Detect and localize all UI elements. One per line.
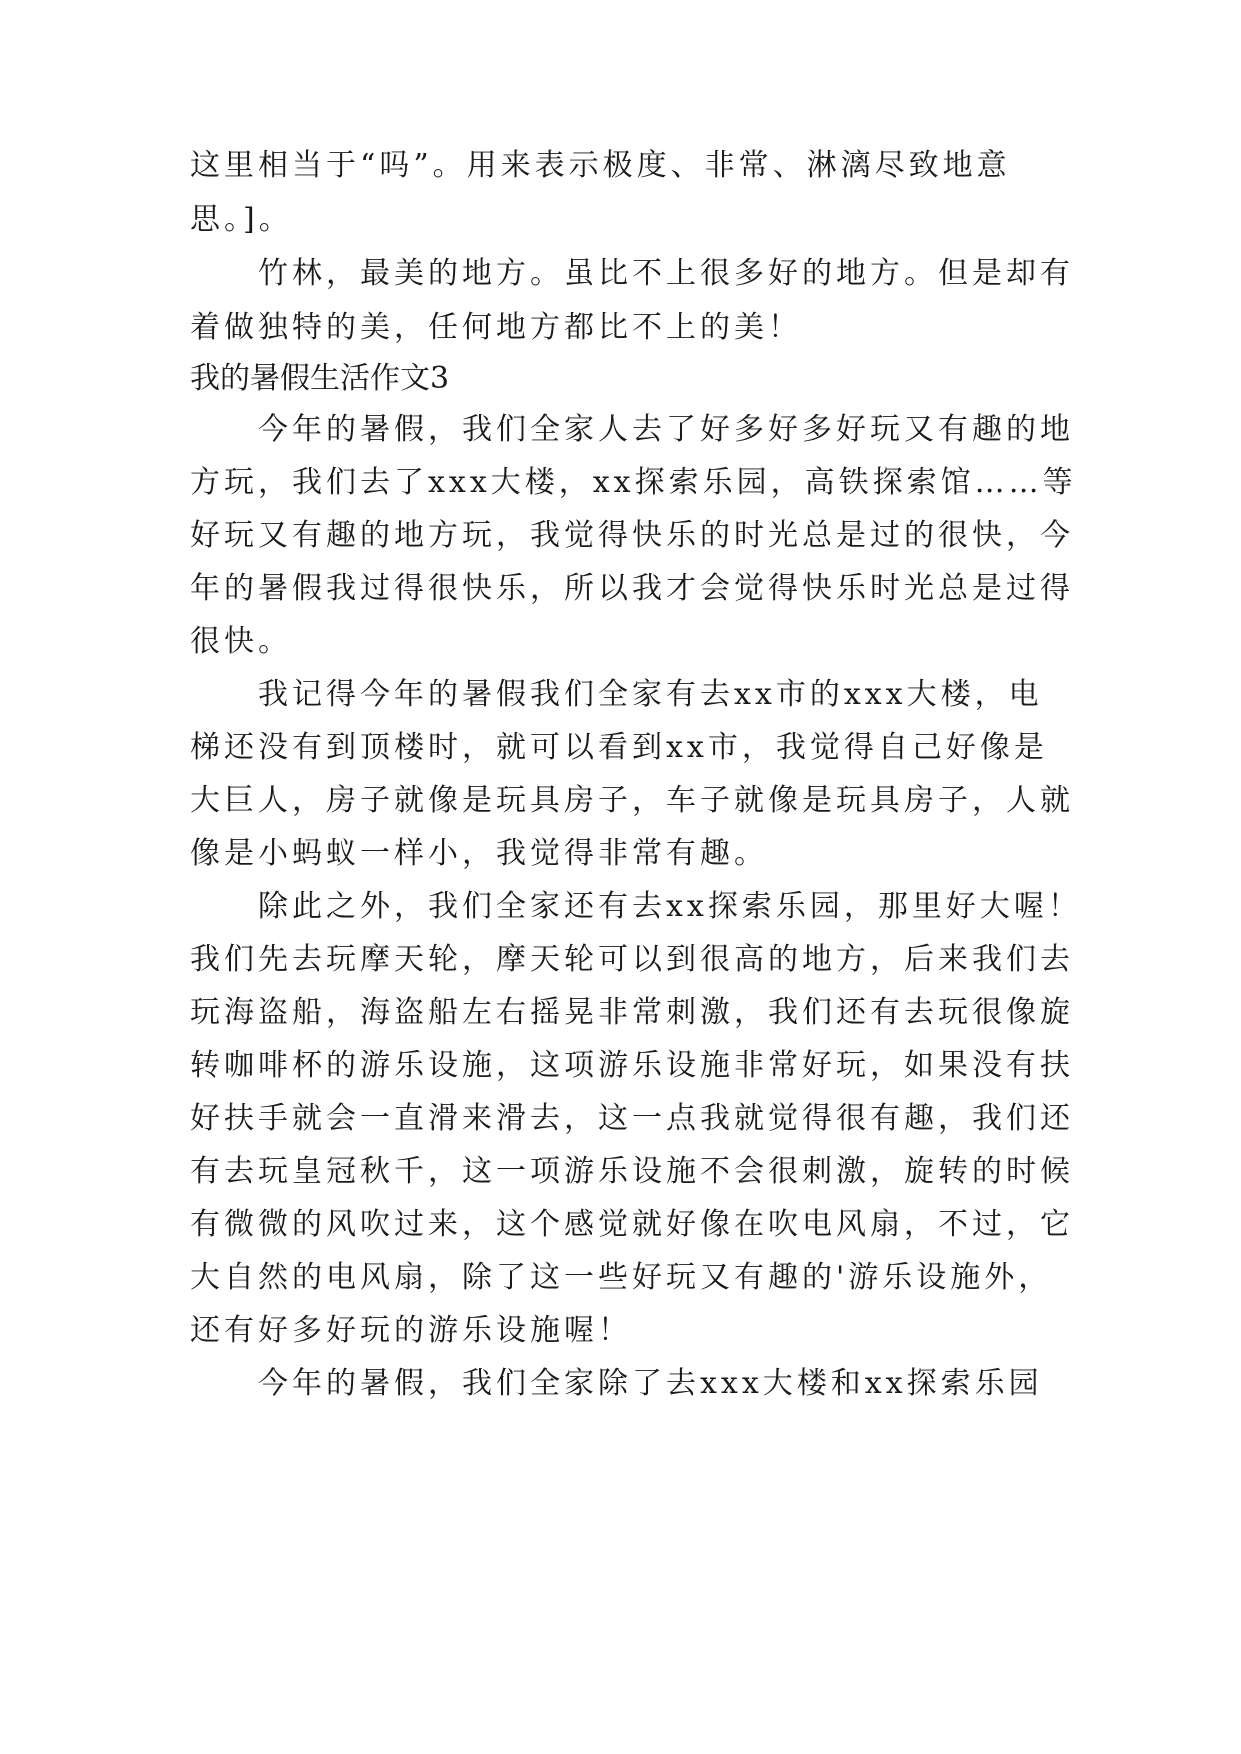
text-line: 年的暑假我过得很快乐，所以我才会觉得快乐时光总是过得: [190, 571, 1074, 606]
text-line: 还有好多好玩的游乐设施喔！: [190, 1313, 632, 1348]
text-line: 今年的暑假，我们全家人去了好多好多好玩又有趣的地: [190, 412, 1074, 447]
text-line: 今年的暑假，我们全家除了去xxx大楼和xx探索乐园: [190, 1366, 1043, 1401]
text-line: 除此之外，我们全家还有去xx探索乐园，那里好大喔！: [190, 889, 1082, 924]
text-line: 很快。: [190, 624, 292, 659]
text-line: 像是小蚂蚁一样小，我觉得非常有趣。: [190, 836, 768, 871]
text-line: 大自然的电风扇，除了这一些好玩又有趣的'游乐设施外，: [190, 1260, 1053, 1295]
text-line: 有微微的风吹过来，这个感觉就好像在吹电风扇，不过，它: [190, 1207, 1074, 1242]
section-heading: 我的暑假生活作文3: [190, 361, 450, 396]
text-line: 思。]。: [190, 202, 293, 237]
text-line: 梯还没有到顶楼时，就可以看到xx市，我觉得自己好像是: [190, 730, 1048, 765]
text-line: 着做独特的美，任何地方都比不上的美！: [190, 310, 802, 345]
text-line: 大巨人，房子就像是玩具房子，车子就像是玩具房子，人就: [190, 783, 1074, 818]
text-line: 我们先去玩摩天轮，摩天轮可以到很高的地方，后来我们去: [190, 942, 1074, 977]
text-line: 有去玩皇冠秋千，这一项游乐设施不会很刺激，旋转的时候: [190, 1154, 1074, 1189]
text-line: 好扶手就会一直滑来滑去，这一点我就觉得很有趣，我们还: [190, 1101, 1074, 1136]
text-line: 转咖啡杯的游乐设施，这项游乐设施非常好玩，如果没有扶: [190, 1048, 1074, 1083]
text-line: 我记得今年的暑假我们全家有去xx市的xxx大楼，电: [190, 677, 1043, 712]
text-line: 好玩又有趣的地方玩，我觉得快乐的时光总是过的很快，今: [190, 518, 1074, 553]
text-line: 这里相当于“吗”。用来表示极度、非常、淋漓尽致地意: [190, 148, 1011, 183]
text-line: 玩海盗船，海盗船左右摇晃非常刺激，我们还有去玩很像旋: [190, 995, 1074, 1030]
text-line: 竹林，最美的地方。虽比不上很多好的地方。但是却有: [190, 256, 1074, 291]
text-line: 方玩，我们去了xxx大楼，xx探索乐园，高铁探索馆……等: [190, 465, 1077, 500]
